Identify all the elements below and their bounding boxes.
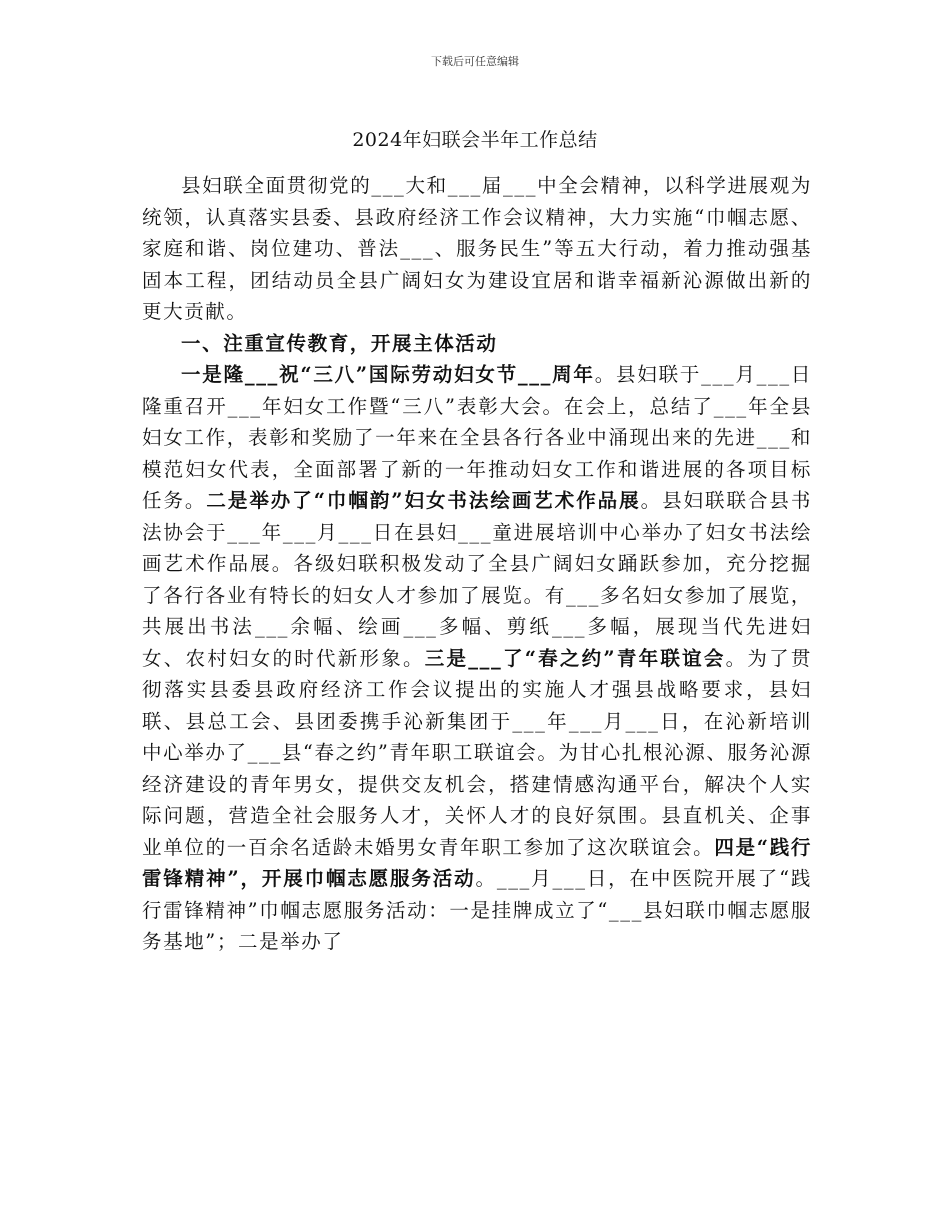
document-title: 2024年妇联会半年工作总结 <box>352 129 598 151</box>
section-heading: 一、注重宣传教育，开展主体活动 <box>181 331 498 355</box>
item-text-1: 。县妇联于___月___日隆重召开___年妇女工作暨“三八”表彰大会。在会上，总结了___年全县妇女工作，表彰和奖励了一年来在全县各行各业中涌现出来的先进___和模范妇女代表，全面部署了新的一年推动妇女工作和谐进展的各项目标任务。 <box>142 363 812 512</box>
item-text-2: 。县妇联联合县书法协会于___年___月___日在县妇___童进展培训中心举办了妇女书法绘画艺术作品展。各级妇联积极发动了全县广阔妇女踊跃参加，充分挖掘了各行各业有特长的妇女人才参加了展览。有___多名妇女参加了展览，共展出书法___余幅、绘画___多幅、剪纸___多幅，展现当代先进妇女、农村妇女的时代新形象。 <box>142 489 812 670</box>
item-heading-2: 二是举办了“巾帼韵”妇女书法绘画艺术作品展 <box>206 489 641 512</box>
item-heading-4: 四是“践行雷锋精神”，开展巾帼志愿服务活动 <box>142 835 813 890</box>
item-text-3: 。为了贯彻落实县委县政府经济工作会议提出的实施人才强县战略要求，县妇联、县总工会、县团委携手沁新集团于___年___月___日，在沁新培训中心举办了___县“春之约”青年职工联谊会。为甘心扎根沁源、服务沁源经济建设的青年男女，提供交友机会，搭建情感沟通平台，解决个人实际问题，营造全社会服务人才，关怀人才的良好氛围。县直机关、企事业单位的一百余名适龄未婚男女青年职工参加了这次联谊会。 <box>142 646 812 859</box>
header-note: 下载后可任意编辑 <box>431 55 519 68</box>
intro-paragraph: 县妇联全面贯彻党的___大和___届___中全会精神，以科学进展观为统领，认真落实县委、县政府经济工作会议精神，大力实施“巾帼志愿、家庭和谐、岗位建功、普法___、服务民生”等五大行动，着力推动强基固本工程，团结动员全县广阔妇女为建设宜居和谐幸福新沁源做出新的更大贡献。 <box>142 174 812 323</box>
item-heading-3: 三是___了“春之约”青年联谊会 <box>424 646 726 670</box>
item-heading-1: 一是隆___祝“三八”国际劳动妇女节___周年 <box>181 363 595 386</box>
section-paragraph <box>142 359 812 958</box>
document-body <box>142 170 812 958</box>
item-text-4: 。___月___日，在中医院开展了“践行雷锋精神”巾帼志愿服务活动：一是挂牌成立了“___县妇联巾帼志愿服务基地”；二是举办了 <box>142 867 812 953</box>
